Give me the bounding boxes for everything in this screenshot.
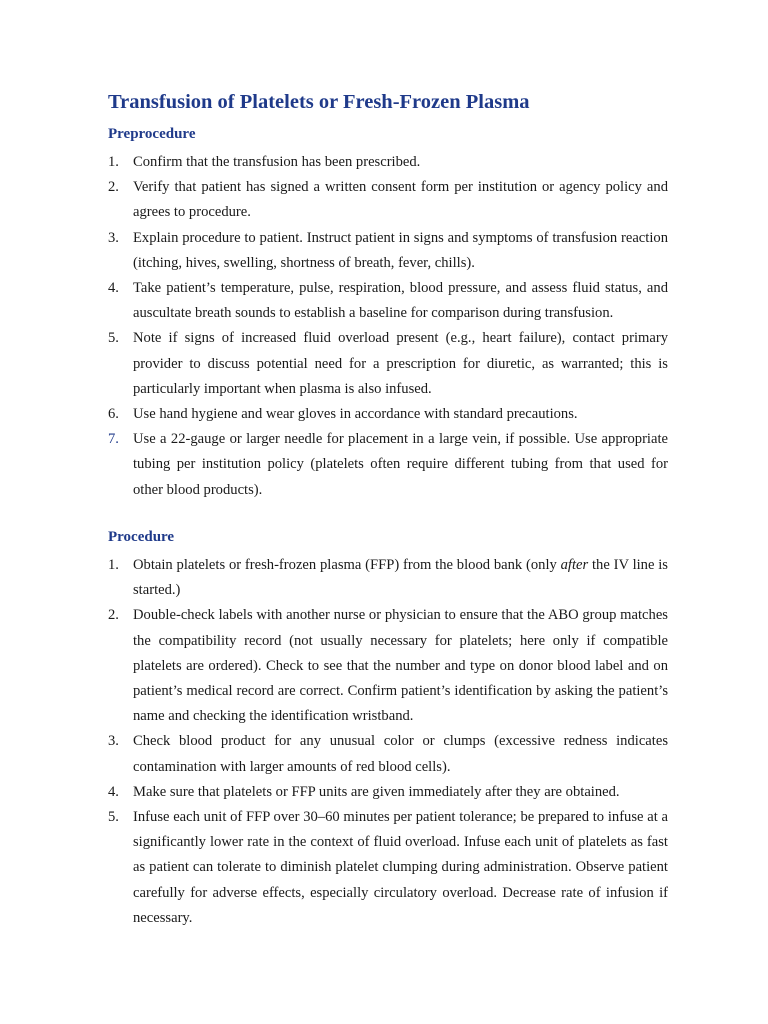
step-text: Double-check labels with another nurse or physician to ensure that the ABO group matches the compatibility record (not usually necessary for platelets; here only if compatible platelets are ordered). Check to see that the number and type on donor blood label and on patient’s medical record are correct. Confirm patient’s identification by asking the patient’s name and checking the identification wristband. (133, 607, 668, 725)
procedure-step (108, 780, 668, 805)
step-number: 5. (108, 809, 119, 826)
step-number: 2. (108, 607, 119, 624)
procedure-step (108, 805, 668, 931)
document-title: Transfusion of Platelets or Fresh-Frozen Plasma (108, 91, 530, 113)
step-text: Verify that patient has signed a written consent form per institution or agency policy and agrees to procedure. (133, 179, 668, 221)
preprocedure-step-list (108, 150, 668, 503)
preprocedure-step (108, 226, 668, 276)
step-text: Check blood product for any unusual color or clumps (excessive redness indicates contamination with larger amounts of red blood cells). (133, 733, 668, 775)
step-text: Confirm that the transfusion has been prescribed. (133, 154, 421, 170)
preprocedure-step (108, 427, 668, 503)
step-number: 7. (108, 431, 119, 448)
step-number: 5. (108, 330, 119, 347)
preprocedure-step (108, 326, 668, 402)
preprocedure-heading: Preprocedure (108, 126, 196, 142)
procedure-step (108, 553, 668, 603)
step-text: Explain procedure to patient. Instruct patient in signs and symptoms of transfusion reaction (itching, hives, swelling, shortness of breath, fever, chills). (133, 229, 668, 271)
preprocedure-step (108, 175, 668, 225)
procedure-heading: Procedure (108, 529, 175, 545)
step-text-emphasis: after (560, 557, 589, 573)
procedure-step-list (108, 553, 668, 931)
preprocedure-step (108, 276, 668, 326)
step-text: Note if signs of increased fluid overload present (e.g., heart failure), contact primary provider to discuss potential need for a prescription for diuretic, as warranted; this is particularly important when plasma is also infused. (133, 330, 668, 397)
step-text: Use hand hygiene and wear gloves in accordance with standard precautions. (133, 406, 578, 423)
procedure-step (108, 603, 668, 729)
step-number: 1. (108, 154, 119, 170)
step-text: Infuse each unit of FFP over 30–60 minutes per patient tolerance; be prepared to infuse at a significantly lower rate in the context of fluid overload. Infuse each unit of platelets as fast as patient can tolerate to diminish platelet clumping during administration. Observe patient carefully for adverse effects, especially circulatory overload. Decrease rate of infusion if necessary. (133, 809, 668, 926)
step-text-start: Obtain platelets or fresh-frozen plasma (FFP) from the blood bank (only (133, 557, 561, 573)
step-number: 3. (108, 733, 119, 750)
step-text: Use a 22-gauge or larger needle for placement in a large vein, if possible. Use appropriate tubing per institution policy (platelets often require different tubing from that used for other blood products). (133, 431, 668, 498)
step-number: 2. (108, 179, 119, 196)
step-number: 3. (108, 229, 119, 246)
step-text-end: the IV line is started.) (133, 557, 668, 599)
step-number: 4. (108, 783, 119, 800)
step-number: 6. (108, 406, 119, 423)
preprocedure-step (108, 402, 668, 427)
step-number: 4. (108, 280, 119, 297)
step-number: 1. (108, 557, 119, 573)
procedure-step (108, 729, 668, 779)
step-text: Take patient’s temperature, pulse, respiration, blood pressure, and assess fluid status, and auscultate breath sounds to establish a baseline for comparison during transfusion. (133, 280, 668, 322)
step-text: Make sure that platelets or FFP units are given immediately after they are obtained. (133, 783, 620, 800)
preprocedure-step (108, 150, 668, 175)
